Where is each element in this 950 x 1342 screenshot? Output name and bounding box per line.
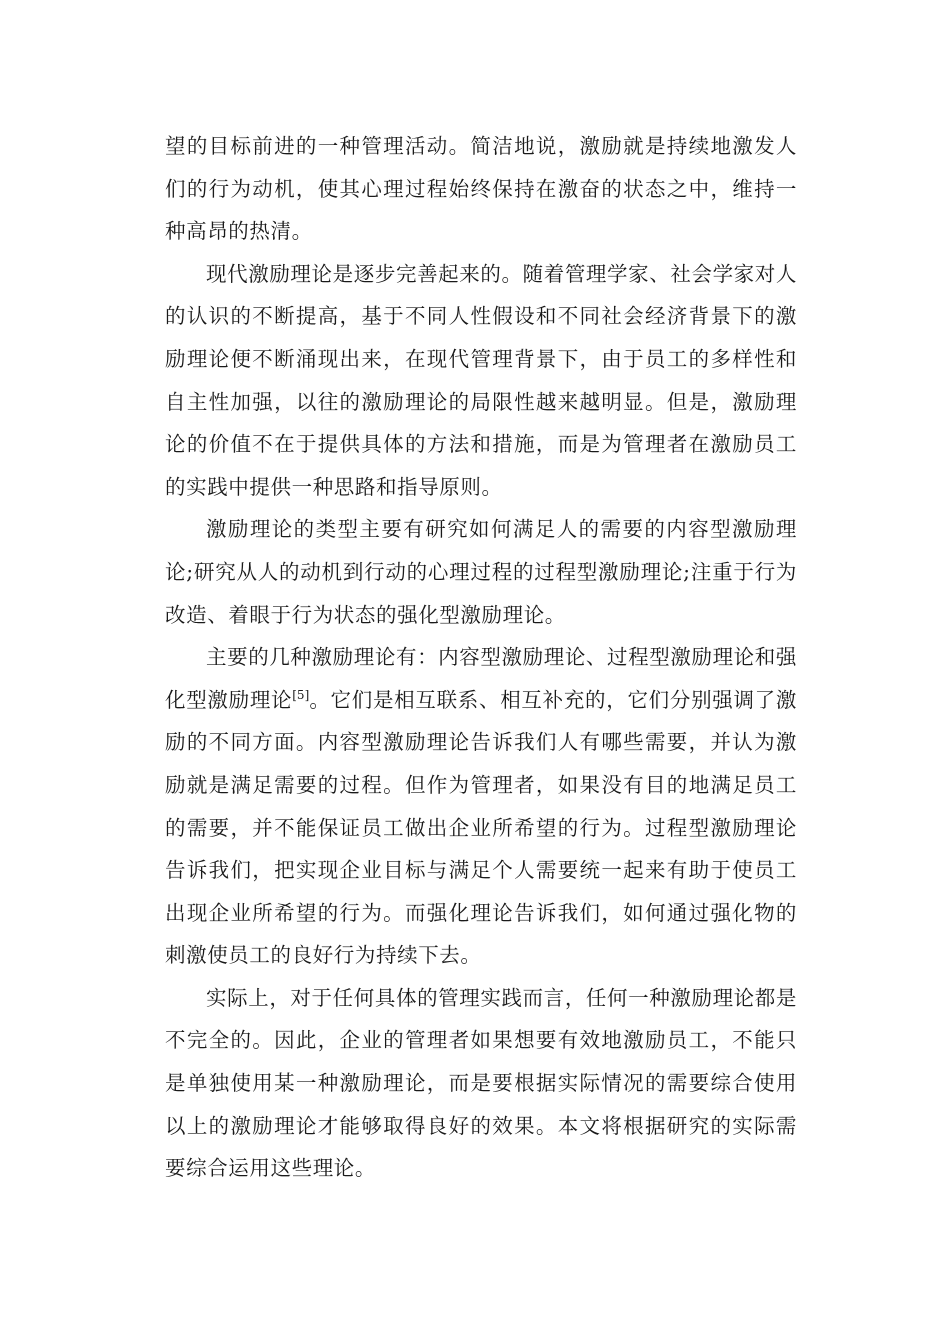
paragraph-continued: 望的目标前进的一种管理活动。简洁地说，激励就是持续地激发人们的行为动机，使其心理过程始终保持在激奋的状态之中，维持一种高昂的热清。 xyxy=(165,134,797,244)
citation-reference: [5] xyxy=(292,687,310,702)
paragraph-main-theories-part2: 。它们是相互联系、相互补充的，它们分别强调了激励的不同方面。内容型激励理论告诉我们人有哪些需要，并认为激励就是满足需要的过程。但作为管理者，如果没有目的地满足员工的需要，并不能保证员工做出企业所希望的行为。过程型激励理论告诉我们，把实现企业目标与满足个人需要统一起来有助于使员工出现企业所希望的行为。而强化理论告诉我们，如何通过强化物的刺激使员工的良好行为持续下去。 xyxy=(165,687,797,968)
paragraph-theory-types: 激励理论的类型主要有研究如何满足人的需要的内容型激励理论;研究从人的动机到行动的心理过程的过程型激励理论;注重于行为改造、着眼于行为状态的强化型激励理论。 xyxy=(165,517,797,627)
paragraph-main-theories-part1: 主要的几种激励理论有：内容型激励理论、过程型激励理论和强化型激励理论 xyxy=(165,645,797,712)
paragraph-practice: 实际上，对于任何具体的管理实践而言，任何一种激励理论都是不完全的。因此，企业的管理者如果想要有效地激励员工，不能只是单独使用某一种激励理论，而是要根据实际情况的需要综合使用以上的激励理论才能够取得良好的效果。本文将根据研究的实际需要综合运用这些理论。 xyxy=(165,985,797,1181)
paragraph-modern-theory: 现代激励理论是逐步完善起来的。随着管理学家、社会学家对人的认识的不断提高，基于不同人性假设和不同社会经济背景下的激励理论便不断涌现出来，在现代管理背景下，由于员工的多样性和自主性加强，以往的激励理论的局限性越来越明显。但是，激励理论的价值不在于提供具体的方法和措施，而是为管理者在激励员工的实践中提供一种思路和指导原则。 xyxy=(165,261,797,499)
paragraph-main-theories xyxy=(165,636,797,977)
body-text xyxy=(165,125,797,1190)
